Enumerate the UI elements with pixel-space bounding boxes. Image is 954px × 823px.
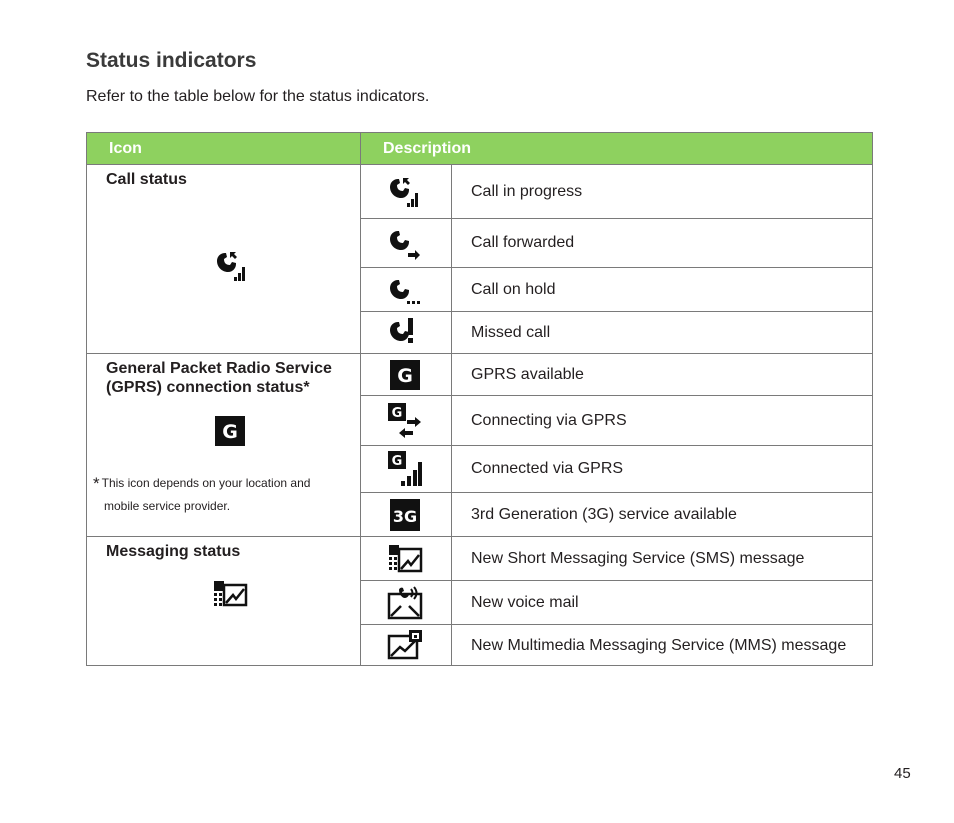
table-row (361, 165, 872, 219)
mms-icon (387, 628, 423, 660)
sms-icon (387, 543, 423, 575)
table-row (361, 625, 872, 666)
group-gprs-status (86, 354, 873, 537)
table-row (361, 493, 872, 537)
call-forwarded-icon (387, 227, 421, 261)
group-label: Messaging status (106, 543, 241, 560)
call-in-progress-icon (387, 175, 421, 209)
page-title: Status indicators (86, 49, 257, 72)
row-description: GPRS available (471, 366, 584, 383)
page-number: 45 (894, 765, 911, 782)
row-description: New voice mail (471, 594, 579, 611)
3g-icon (390, 499, 420, 531)
row-description: New Multimedia Messaging Service (MMS) message (471, 637, 847, 654)
row-description: New Short Messaging Service (SMS) message (471, 550, 805, 567)
footnote-star: * (93, 474, 100, 493)
messaging-status-icon (212, 579, 248, 609)
gprs-icon-letter: G (222, 421, 238, 443)
call-on-hold-icon (387, 274, 421, 308)
footnote (93, 474, 310, 493)
connected-gprs-icon-glyph: G (391, 454, 403, 469)
voice-mail-icon (387, 586, 423, 620)
table-row (361, 219, 872, 268)
row-description: Call in progress (471, 183, 583, 200)
row-description: Connecting via GPRS (471, 412, 627, 429)
group-messaging-status (86, 537, 873, 666)
row-description: Connected via GPRS (471, 460, 624, 477)
connecting-gprs-icon (387, 402, 423, 440)
connecting-gprs-icon-glyph: G (391, 406, 403, 421)
missed-call-icon (387, 316, 421, 350)
table-header (86, 132, 873, 165)
table-row (361, 537, 872, 581)
row-description: Missed call (471, 324, 551, 341)
row-description: Call on hold (471, 281, 556, 298)
row-description: Call forwarded (471, 234, 575, 251)
table-row (361, 268, 872, 312)
gprs-icon (215, 416, 245, 446)
row-description: 3rd Generation (3G) service available (471, 506, 737, 523)
table-row (361, 354, 872, 396)
intro-text: Refer to the table below for the status indicators. (86, 88, 430, 105)
gprs-available-icon (390, 360, 420, 390)
table-row (361, 312, 872, 354)
header-icon: Icon (109, 140, 142, 157)
group-label-line1: General Packet Radio Service (106, 360, 332, 377)
3g-icon-glyph: 3G (392, 507, 418, 526)
footnote-line2: mobile service provider. (104, 499, 231, 513)
header-description: Description (383, 140, 472, 157)
call-status-icon (214, 249, 248, 283)
table-row (361, 581, 872, 625)
connected-gprs-icon (387, 450, 423, 488)
group-call-status (86, 165, 873, 354)
footnote-line1: This icon depends on your location and (101, 476, 311, 490)
table-row (361, 396, 872, 446)
group-label-line2: (GPRS) connection status* (106, 379, 310, 396)
gprs-available-icon-glyph: G (397, 365, 413, 387)
table-row (361, 446, 872, 493)
group-label: Call status (106, 171, 187, 188)
